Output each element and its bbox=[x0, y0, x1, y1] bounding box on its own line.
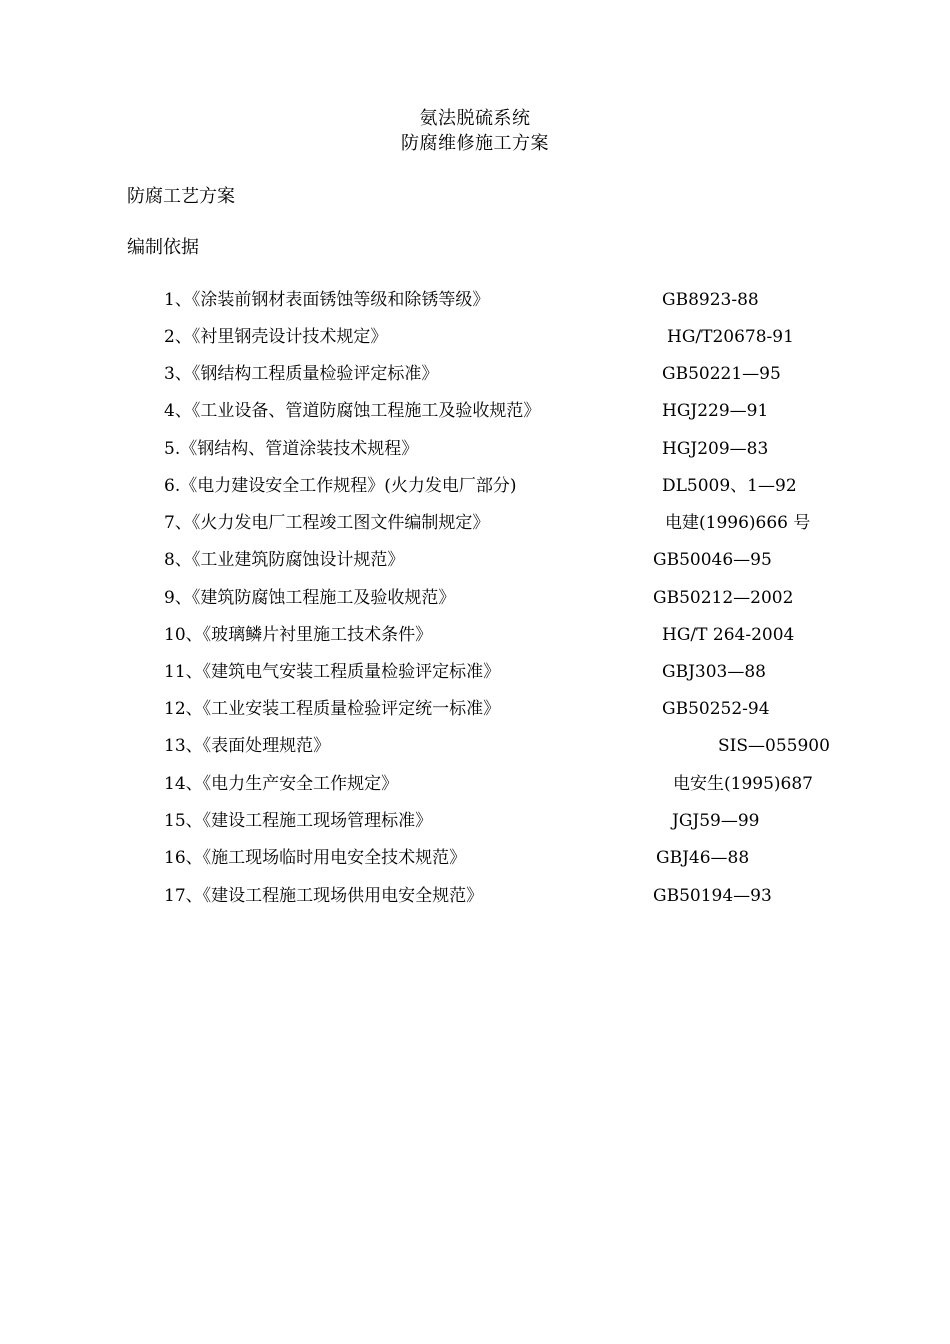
reference-code: SIS—055900 bbox=[718, 736, 830, 756]
section-heading-basis: 编制依据 bbox=[127, 237, 199, 258]
reference-title: 10、《玻璃鳞片衬里施工技术条件》 bbox=[164, 625, 433, 645]
reference-code: GB50046—95 bbox=[653, 550, 772, 570]
reference-code: HGJ209—83 bbox=[662, 439, 769, 459]
reference-code: HGJ229—91 bbox=[662, 401, 769, 421]
reference-item bbox=[0, 288, 950, 312]
section-heading-process: 防腐工艺方案 bbox=[127, 186, 235, 207]
reference-item bbox=[0, 437, 950, 461]
reference-item bbox=[0, 586, 950, 610]
reference-item bbox=[0, 474, 950, 498]
reference-title: 16、《施工现场临时用电安全技术规范》 bbox=[164, 848, 467, 868]
reference-item bbox=[0, 772, 950, 796]
reference-code: JGJ59—99 bbox=[672, 811, 760, 831]
reference-title: 4、《工业设备、管道防腐蚀工程施工及验收规范》 bbox=[164, 401, 541, 421]
reference-title: 1、《涂装前钢材表面锈蚀等级和除锈等级》 bbox=[164, 290, 490, 310]
reference-code: 电安生(1995)687 bbox=[673, 774, 813, 794]
reference-title: 14、《电力生产安全工作规定》 bbox=[164, 774, 399, 794]
reference-item bbox=[0, 325, 950, 349]
reference-code: 电建(1996)666 号 bbox=[665, 513, 811, 533]
reference-title: 12、《工业安装工程质量检验评定统一标准》 bbox=[164, 699, 501, 719]
reference-code: GB50252-94 bbox=[662, 699, 770, 719]
document-title: 氨法脱硫系统 bbox=[419, 108, 531, 129]
reference-title: 17、《建设工程施工现场供用电安全规范》 bbox=[164, 886, 484, 906]
reference-item bbox=[0, 623, 950, 647]
reference-code: GBJ46—88 bbox=[656, 848, 750, 868]
document-subtitle: 防腐维修施工方案 bbox=[401, 133, 549, 154]
reference-title: 7、《火力发电厂工程竣工图文件编制规定》 bbox=[164, 513, 490, 533]
reference-title: 8、《工业建筑防腐蚀设计规范》 bbox=[164, 550, 405, 570]
reference-code: GB50221—95 bbox=[662, 364, 781, 384]
reference-item bbox=[0, 548, 950, 572]
reference-title: 6.《电力建设安全工作规程》(火力发电厂部分) bbox=[164, 476, 517, 496]
reference-title: 13、《表面处理规范》 bbox=[164, 736, 331, 756]
reference-code: HG/T20678-91 bbox=[667, 327, 794, 347]
reference-item bbox=[0, 362, 950, 386]
reference-code: GBJ303—88 bbox=[662, 662, 766, 682]
reference-code: DL5009、1—92 bbox=[662, 476, 797, 496]
reference-item bbox=[0, 734, 950, 758]
reference-item bbox=[0, 809, 950, 833]
reference-code: GB8923-88 bbox=[662, 290, 759, 310]
reference-item bbox=[0, 884, 950, 908]
reference-title: 3、《钢结构工程质量检验评定标准》 bbox=[164, 364, 439, 384]
reference-code: HG/T 264-2004 bbox=[662, 625, 795, 645]
reference-item bbox=[0, 399, 950, 423]
reference-title: 2、《衬里钢壳设计技术规定》 bbox=[164, 327, 388, 347]
reference-item bbox=[0, 511, 950, 535]
reference-item bbox=[0, 697, 950, 721]
reference-title: 15、《建设工程施工现场管理标准》 bbox=[164, 811, 433, 831]
reference-title: 5.《钢结构、管道涂装技术规程》 bbox=[164, 439, 419, 459]
reference-title: 9、《建筑防腐蚀工程施工及验收规范》 bbox=[164, 588, 456, 608]
reference-title: 11、《建筑电气安装工程质量检验评定标准》 bbox=[164, 662, 501, 682]
reference-code: GB50212—2002 bbox=[653, 588, 794, 608]
reference-code: GB50194—93 bbox=[653, 886, 772, 906]
reference-item bbox=[0, 660, 950, 684]
reference-item bbox=[0, 846, 950, 870]
